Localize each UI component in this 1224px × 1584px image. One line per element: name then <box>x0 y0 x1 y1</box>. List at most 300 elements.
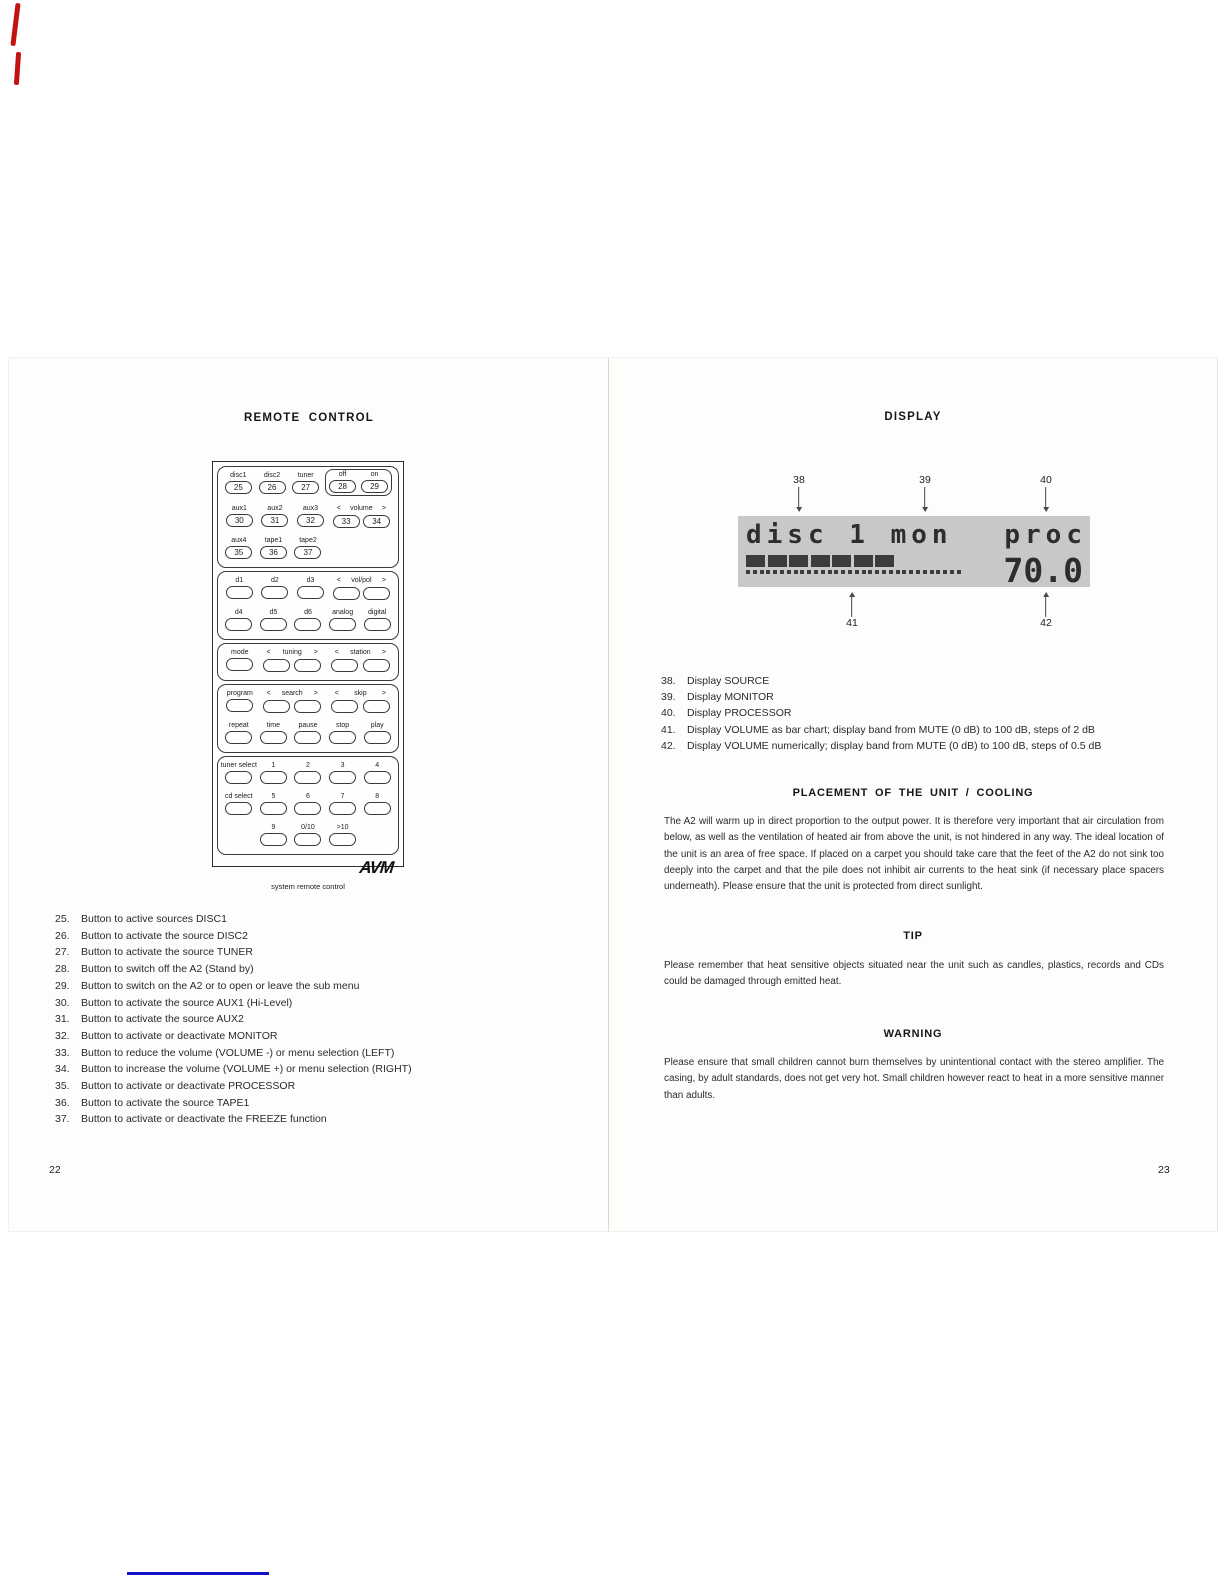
callout-41 <box>846 592 858 630</box>
list-item <box>55 928 600 945</box>
list-item-number: 31. <box>55 1013 70 1026</box>
remote-button-label: analog <box>332 609 354 616</box>
page-number-left: 22 <box>49 1164 61 1176</box>
remote-row <box>224 502 392 534</box>
remote-cell-aux4 <box>224 536 254 559</box>
list-item <box>661 689 1186 705</box>
remote-button-label: on <box>370 471 379 478</box>
remote-button-label: play <box>370 722 384 729</box>
bar-block <box>811 555 830 567</box>
remote-button <box>363 659 390 672</box>
remote-button <box>226 658 253 671</box>
remote-button: 32 <box>297 514 324 527</box>
bar-dot <box>930 570 934 574</box>
list-item <box>661 673 1186 689</box>
remote-button-label: vol/pol <box>351 577 372 584</box>
callout-42 <box>1040 592 1052 630</box>
remote-pair-buttons <box>329 658 392 672</box>
callout-number: 42 <box>1040 617 1052 629</box>
list-item-number: 33. <box>55 1046 70 1059</box>
remote-cell-tuner <box>291 471 320 496</box>
bar-dot <box>780 570 784 574</box>
list-item-number: 35. <box>55 1080 70 1093</box>
list-item <box>55 995 600 1012</box>
section-body-warning: Please ensure that small children cannot burn themselves by unintentional contact with the stereo amplifier. The casing, by adult standards, does not get very hot. Small children however react to heat in a more sensitive manner than adults. <box>664 1057 1164 1101</box>
bar-dot <box>848 570 852 574</box>
list-item <box>55 944 600 961</box>
remote-cell-program <box>224 689 256 713</box>
list-item-number: 38. <box>661 675 676 687</box>
list-item-text: Button to reduce the volume (VOLUME -) or menu selection (LEFT) <box>81 1046 395 1059</box>
remote-button <box>294 771 321 784</box>
callout-39 <box>919 474 931 512</box>
remote-caption: system remote control <box>271 882 345 891</box>
page-number-right: 23 <box>1158 1164 1170 1176</box>
remote-button <box>260 833 287 846</box>
section-title-placement: PLACEMENT OF THE UNIT / COOLING <box>792 787 1034 799</box>
remote-button-label: tuner select <box>220 762 257 769</box>
bar-dot <box>794 570 798 574</box>
arrow-down-icon <box>922 507 928 512</box>
remote-button <box>329 771 356 784</box>
remote-button <box>331 659 358 672</box>
remote-cell-skip <box>329 689 392 713</box>
bar-dot <box>753 570 757 574</box>
list-item-number: 41. <box>661 723 676 736</box>
remote-button-label: 5 <box>271 793 276 800</box>
bar-dot <box>936 570 940 574</box>
callout-number: 39 <box>919 474 931 486</box>
bar-dot <box>868 570 872 574</box>
section-title-warning: WARNING <box>883 1028 943 1040</box>
list-item <box>55 1095 600 1112</box>
remote-cell-9 <box>259 823 289 846</box>
list-item-text: Button to activate the source TAPE1 <box>81 1096 250 1109</box>
bar-dot <box>800 570 804 574</box>
page-title: REMOTE CONTROL <box>243 412 375 424</box>
remote-button <box>364 771 391 784</box>
right-arrow-icon: > <box>313 690 318 697</box>
callout-number: 38 <box>793 474 805 486</box>
list-item-text: Display PROCESSOR <box>687 707 792 720</box>
remote-row <box>224 646 392 678</box>
bar-dot <box>875 570 879 574</box>
remote-button-label: program <box>226 690 253 697</box>
bar-dot <box>957 570 961 574</box>
remote-button-label: d2 <box>270 577 279 584</box>
remote-cell-d4 <box>224 608 254 631</box>
left-arrow-icon: < <box>266 690 271 697</box>
remote-cell-analog <box>328 608 358 631</box>
remote-row <box>224 606 392 637</box>
remote-pair-buttons <box>329 699 392 713</box>
remote-pair-label <box>331 504 392 513</box>
remote-button: 26 <box>259 481 286 494</box>
remote-row <box>224 719 392 750</box>
remote-button-label: d6 <box>304 609 312 616</box>
bar-dot <box>943 570 947 574</box>
remote-button-label: 7 <box>340 793 345 800</box>
list-item-number: 39. <box>661 691 676 704</box>
list-item-text: Button to activate the source AUX2 <box>81 1013 244 1026</box>
remote-button <box>294 700 321 713</box>
callout-line <box>1046 487 1047 507</box>
remote-button <box>294 618 321 631</box>
bar-dot <box>814 570 818 574</box>
remote-pair-buttons <box>261 658 324 672</box>
list-item-text: Display MONITOR <box>687 691 774 704</box>
remote-cell-tape2 <box>293 536 323 559</box>
bar-block <box>854 555 873 567</box>
remote-cell-station <box>329 648 392 672</box>
remote-button <box>260 731 287 744</box>
remote-button <box>331 700 358 713</box>
remote-button: 25 <box>225 481 252 494</box>
remote-cell-4 <box>362 761 392 784</box>
remote-row <box>224 790 392 821</box>
remote-pair-label <box>329 689 392 698</box>
arrow-down-icon <box>1043 507 1049 512</box>
list-item <box>661 705 1186 721</box>
remote-button-label: stop <box>335 722 350 729</box>
bar-dot <box>828 570 832 574</box>
remote-button <box>260 802 287 815</box>
remote-button: 27 <box>292 481 319 494</box>
remote-button-label: off <box>338 471 347 478</box>
remote-button <box>333 587 360 600</box>
right-arrow-icon: > <box>381 649 386 656</box>
callout-line <box>799 487 800 507</box>
remote-button <box>329 731 356 744</box>
remote-button-label: 8 <box>375 793 380 800</box>
remote-onoff-box <box>325 469 392 496</box>
bar-dot <box>834 570 838 574</box>
remote-pair-buttons <box>261 699 324 713</box>
remote-button-label: 3 <box>340 762 345 769</box>
remote-button <box>294 833 321 846</box>
remote-button-label: tape2 <box>299 537 317 544</box>
remote-button <box>363 587 390 600</box>
lcd-volume-value: 70.0 <box>1003 551 1083 590</box>
remote-button-label: pause <box>298 722 318 729</box>
remote-cell-d3 <box>295 576 326 600</box>
remote-footer <box>217 858 399 897</box>
list-item-text: Button to activate or deactivate the FREEZE function <box>81 1113 327 1126</box>
remote-cell-pause <box>293 721 323 744</box>
remote-button-label: disc2 <box>263 472 281 479</box>
remote-button: 30 <box>226 514 253 527</box>
remote-button <box>260 771 287 784</box>
remote-button-label: 0/10 <box>301 824 315 831</box>
bar-dot <box>909 570 913 574</box>
list-item <box>55 978 600 995</box>
remote-cell-play <box>362 721 392 744</box>
remote-cell-8 <box>362 792 392 815</box>
remote-button <box>329 802 356 815</box>
list-item-number: 34. <box>55 1063 70 1076</box>
remote-button-label: volume <box>350 505 373 512</box>
remote-button-label: 4 <box>375 762 380 769</box>
list-item-text: Button to switch off the A2 (Stand by) <box>81 963 254 976</box>
remote-pair-label <box>329 648 392 657</box>
section-body-placement: The A2 will warm up in direct proportion to the output power. It is therefore very important that air circulation from below, as well as the ventilation of heated air from above the unit, is not hindered in any way. The ideal location of the unit is an area of free space. If placed on a carpet you should take care that the feet of the A2 do not sink too deeply into the carpet and that the pile does not inhibit air currents to the heat sink (if necessary place spacers underneath). Please ensure that the unit is protected from direct sunlight. <box>664 816 1164 893</box>
remote-button-label: time <box>266 722 280 729</box>
remote-button <box>263 700 290 713</box>
left-arrow-icon: < <box>334 690 339 697</box>
remote-button-label: aux4 <box>231 537 247 544</box>
button-description-list <box>55 911 600 1128</box>
remote-cell-disc2 <box>258 471 287 496</box>
bar-dot <box>787 570 791 574</box>
lcd-line1 <box>746 520 1087 550</box>
list-item <box>55 1011 600 1028</box>
list-item-text: Display VOLUME numerically; display band from MUTE (0 dB) to 100 dB, steps of 0.5 dB <box>687 739 1102 752</box>
bar-dot <box>807 570 811 574</box>
list-item-text: Button to activate the source DISC2 <box>81 929 248 942</box>
remote-row <box>224 574 392 606</box>
remote-cell-7 <box>328 792 358 815</box>
bar-dot <box>760 570 764 574</box>
list-item <box>661 738 1186 754</box>
list-item-number: 26. <box>55 929 70 942</box>
list-item-number: 27. <box>55 946 70 959</box>
remote-button: 34 <box>363 515 390 528</box>
remote-cell-d2 <box>260 576 291 600</box>
bar-dot <box>889 570 893 574</box>
bar-dot <box>855 570 859 574</box>
remote-button-label: tape1 <box>264 537 283 544</box>
remote-button <box>225 771 252 784</box>
list-item-text: Button to activate or deactivate MONITOR <box>81 1029 278 1042</box>
remote-button <box>329 833 356 846</box>
remote-cell-tape1 <box>259 536 289 559</box>
remote-cell-5 <box>259 792 289 815</box>
remote-button <box>364 618 391 631</box>
red-pen-mark-1 <box>10 3 20 46</box>
bar-dot <box>821 570 825 574</box>
remote-cell-aux2 <box>260 504 291 528</box>
list-item <box>55 1111 600 1128</box>
remote-button <box>225 802 252 815</box>
right-arrow-icon: > <box>381 505 386 512</box>
remote-button <box>294 731 321 744</box>
callout-line <box>1046 597 1047 617</box>
remote-button: 29 <box>361 480 388 493</box>
remote-button-label: >10 <box>336 824 349 831</box>
list-item-number: 36. <box>55 1096 70 1109</box>
remote-button-label: search <box>281 690 303 697</box>
remote-cell-mode <box>224 648 256 672</box>
right-arrow-icon: > <box>313 649 318 656</box>
remote-cell-aux3 <box>295 504 326 528</box>
remote-button-label: d1 <box>235 577 244 584</box>
bar-block <box>789 555 808 567</box>
remote-cell-aux1 <box>224 504 255 528</box>
remote-cell-volume <box>331 504 392 528</box>
bar-block <box>768 555 787 567</box>
remote-button-label: 1 <box>271 762 276 769</box>
remote-cell-d6 <box>293 608 323 631</box>
remote-button-label: 2 <box>306 762 310 769</box>
remote-control-figure <box>212 461 404 891</box>
remote-button-label: d4 <box>234 609 243 616</box>
arrow-down-icon <box>796 507 802 512</box>
bar-dot <box>902 570 906 574</box>
remote-button-label: disc1 <box>230 472 247 479</box>
lcd-source-monitor-text: disc 1 mon <box>746 520 953 550</box>
list-item <box>55 961 600 978</box>
remote-cell-digital <box>362 608 392 631</box>
list-item <box>661 722 1186 738</box>
list-item-text: Display SOURCE <box>687 675 770 687</box>
bar-block <box>875 555 894 567</box>
remote-button: 36 <box>260 546 287 559</box>
callout-40 <box>1040 474 1052 512</box>
remote-button-groups <box>217 466 399 858</box>
left-arrow-icon: < <box>336 505 341 512</box>
bar-dot <box>746 570 750 574</box>
remote-button-label: 6 <box>306 793 310 800</box>
remote-cell-tuning <box>261 648 324 672</box>
remote-button <box>297 586 324 599</box>
callout-number: 40 <box>1040 474 1052 486</box>
remote-cell-1 <box>259 761 289 784</box>
bar-dot <box>766 570 770 574</box>
red-pen-mark-2 <box>14 52 21 85</box>
bar-dot <box>882 570 886 574</box>
remote-button-label: station <box>350 649 371 656</box>
remote-row <box>224 687 392 719</box>
manual-page-23 <box>608 357 1218 1232</box>
avm-logo: AVM <box>358 858 395 877</box>
bar-dot <box>841 570 845 574</box>
display-description-list <box>661 673 1186 754</box>
remote-button: 37 <box>294 546 321 559</box>
list-item-text: Display VOLUME as bar chart; display band from MUTE (0 dB) to 100 dB, steps of 2 dB <box>687 723 1095 736</box>
remote-cell-time <box>259 721 289 744</box>
remote-button <box>226 699 253 712</box>
remote-button <box>294 802 321 815</box>
callout-number: 41 <box>846 617 858 629</box>
remote-cell-off <box>329 470 356 493</box>
bar-block <box>832 555 851 567</box>
remote-button-label: digital <box>368 609 387 616</box>
remote-cell-3 <box>328 761 358 784</box>
bar-block <box>746 555 765 567</box>
remote-cell-d5 <box>259 608 289 631</box>
list-item-text: Button to activate the source AUX1 (Hi-Level) <box>81 996 293 1009</box>
list-item <box>55 1061 600 1078</box>
list-item-number: 29. <box>55 979 70 992</box>
remote-group-tuner-mode <box>217 643 399 681</box>
remote-button <box>329 618 356 631</box>
list-item-text: Button to activate the source TUNER <box>81 946 253 959</box>
remote-row <box>224 534 392 565</box>
remote-button-label: aux1 <box>231 505 247 512</box>
remote-cell-2 <box>293 761 323 784</box>
remote-pair-buttons <box>331 514 392 528</box>
remote-cell-repeat <box>224 721 254 744</box>
list-item-text: Button to active sources DISC1 <box>81 913 227 925</box>
remote-button <box>364 802 391 815</box>
remote-pair-label <box>261 648 324 657</box>
list-item <box>55 911 600 928</box>
remote-cell-cd-select <box>224 792 254 815</box>
remote-cell-6 <box>293 792 323 815</box>
remote-button-label: tuning <box>282 649 302 656</box>
remote-pair-buttons <box>331 586 392 600</box>
remote-group-digital-inputs <box>217 571 399 640</box>
remote-button-label: d3 <box>306 577 315 584</box>
remote-row <box>224 821 392 852</box>
list-item <box>55 1078 600 1095</box>
remote-group-sources <box>217 466 399 568</box>
remote-cell-0-10 <box>293 823 323 846</box>
remote-pair-label <box>331 576 392 585</box>
list-item-text: Button to increase the volume (VOLUME +) or menu selection (RIGHT) <box>81 1063 412 1076</box>
list-item-text: Button to activate or deactivate PROCESSOR <box>81 1080 296 1093</box>
list-item-number: 25. <box>55 913 70 925</box>
remote-button-label: skip <box>354 690 367 697</box>
left-arrow-icon: < <box>334 649 339 656</box>
bar-dot <box>950 570 954 574</box>
bar-dot <box>862 570 866 574</box>
remote-button <box>225 618 252 631</box>
remote-button: 35 <box>225 546 252 559</box>
remote-row <box>224 469 392 502</box>
bar-dot <box>773 570 777 574</box>
manual-page-22 <box>8 357 610 1232</box>
remote-cell-search <box>261 689 324 713</box>
list-item <box>55 1045 600 1062</box>
remote-cell-disc1 <box>224 471 253 496</box>
remote-button-label: 9 <box>271 824 276 831</box>
remote-button: 28 <box>329 480 356 493</box>
remote-button <box>260 618 287 631</box>
remote-button-label: repeat <box>228 722 249 729</box>
remote-button: 33 <box>333 515 360 528</box>
bar-dot <box>896 570 900 574</box>
list-item-number: 37. <box>55 1113 70 1126</box>
remote-pair-label <box>261 689 324 698</box>
callout-line <box>925 487 926 507</box>
remote-cell-d1 <box>224 576 255 600</box>
remote-cell-vol-pol <box>331 576 392 600</box>
remote-button <box>226 586 253 599</box>
left-arrow-icon: < <box>266 649 271 656</box>
remote-button-label: tuner <box>297 472 314 479</box>
remote-button-label: aux3 <box>302 505 319 512</box>
remote-cell-stop <box>328 721 358 744</box>
remote-cell-tuner-select <box>220 761 257 784</box>
left-arrow-icon: < <box>336 577 341 584</box>
bar-dot <box>916 570 920 574</box>
list-item-text: Button to switch on the A2 or to open or leave the sub menu <box>81 979 360 992</box>
remote-group-transport <box>217 684 399 753</box>
remote-button-label: aux2 <box>267 505 283 512</box>
bar-dot <box>923 570 927 574</box>
list-item-number: 30. <box>55 996 70 1009</box>
remote-button: 31 <box>261 514 288 527</box>
remote-button <box>263 659 290 672</box>
remote-row <box>220 759 392 790</box>
lcd-display-figure <box>738 516 1090 590</box>
right-arrow-icon: > <box>381 577 386 584</box>
remote-button-label: cd select <box>224 793 253 800</box>
remote-button <box>363 700 390 713</box>
section-title-tip: TIP <box>903 930 923 942</box>
section-body-tip: Please remember that heat sensitive objects situated near the unit such as candles, plastics, records and CDs could be damaged through emitted heat. <box>664 960 1164 988</box>
